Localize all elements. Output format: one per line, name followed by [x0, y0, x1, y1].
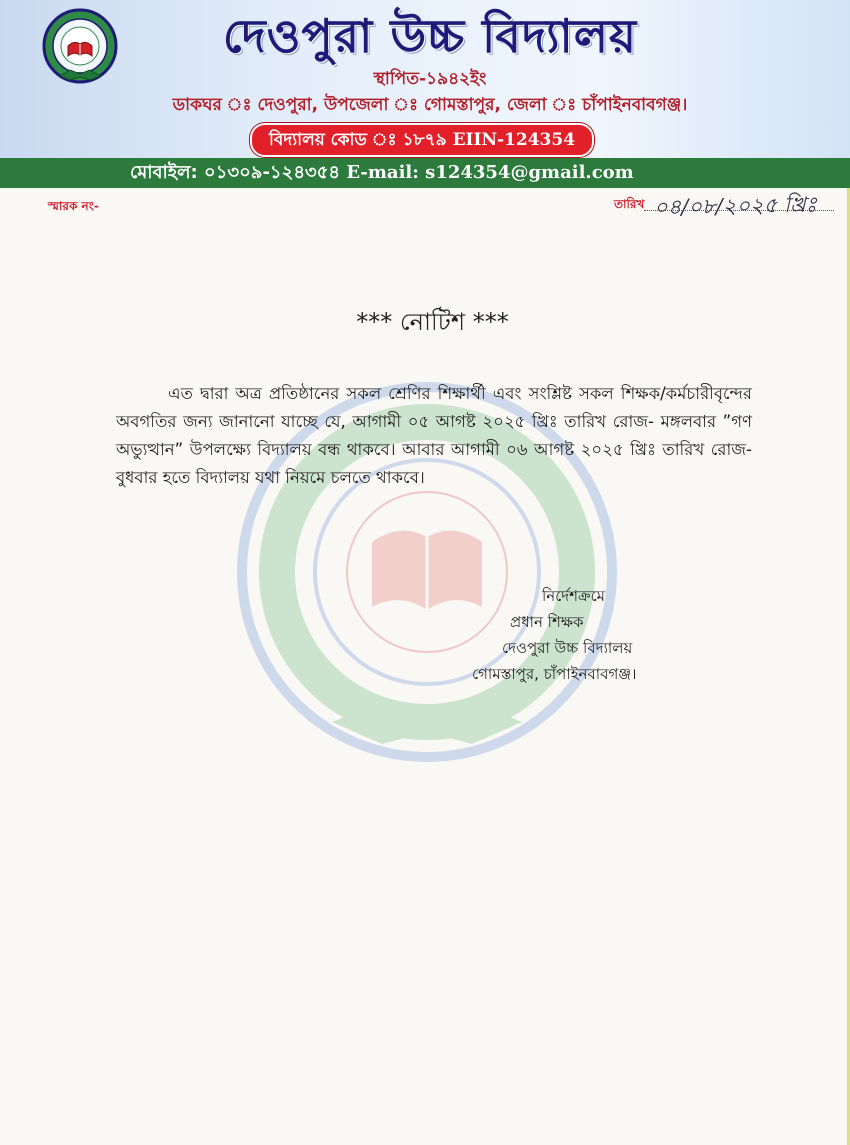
school-code-badge — [250, 123, 594, 157]
mobile-number: মোবাইল: ০১৩০৯-১২৪৩৫৪ — [130, 162, 341, 183]
contact-bar — [0, 158, 850, 188]
signature-line-order: নির্দেশক্রমে — [542, 587, 605, 605]
date-label: তারিখ — [614, 197, 645, 211]
date-field — [614, 194, 842, 218]
letterhead — [0, 0, 850, 158]
school-logo-icon — [38, 6, 122, 90]
eiin-number: EIIN-124354 — [452, 130, 576, 150]
signature-line-title: প্রধান শিক্ষক — [510, 613, 584, 631]
signature-line-location: গোমস্তাপুর, চাঁপাইনবাবগঞ্জ। — [472, 665, 637, 683]
school-address: ডাকঘর ঃ দেওপুরা, উপজেলা ঃ গোমস্তাপুর, জেলা ঃ চাঁপাইনবাবগঞ্জ। — [172, 95, 688, 115]
signature-block — [472, 583, 772, 687]
notice-body — [116, 380, 752, 492]
notice-body-text: এত দ্বারা অত্র প্রতিষ্ঠানের সকল শ্রেণির শিক্ষার্থী এবং সংশ্লিষ্ট সকল শিক্ষক/কর্মচারীবৃন্দের অবগতির জন্য জানানো যাচ্ছে যে, আগামী ০৫ আগষ্ট ২০২৫ খ্রিঃ তারিখ রোজ- মঙ্গলবার ”গণ অভ্যুত্থান” উপলক্ষ্যে বিদ্যালয় বন্ধ থাকবে। আবার আগামী ০৬ আগষ্ট ২০২৫ খ্রিঃ তারিখ রোজ- বুধবার হতে বিদ্যালয় যথা নিয়মে চলতে থাকবে। — [116, 384, 752, 487]
date-handwritten: ০৪/০৮/২০২৫ খ্রিঃ — [653, 192, 817, 220]
memo-number-label: স্মারক নং- — [48, 199, 99, 213]
signature-line-school: দেওপুরা উচ্চ বিদ্যালয় — [502, 639, 633, 657]
notice-title: *** নোটিশ *** — [356, 308, 509, 336]
school-name: দেওপুরা উচ্চ বিদ্যালয় — [222, 9, 638, 63]
established-year: স্থাপিত-১৯৪২ইং — [373, 69, 487, 89]
email-address: E-mail: s124354@gmail.com — [346, 162, 634, 183]
school-code: বিদ্যালয় কোড ঃ ১৮৭৯ — [268, 130, 447, 150]
